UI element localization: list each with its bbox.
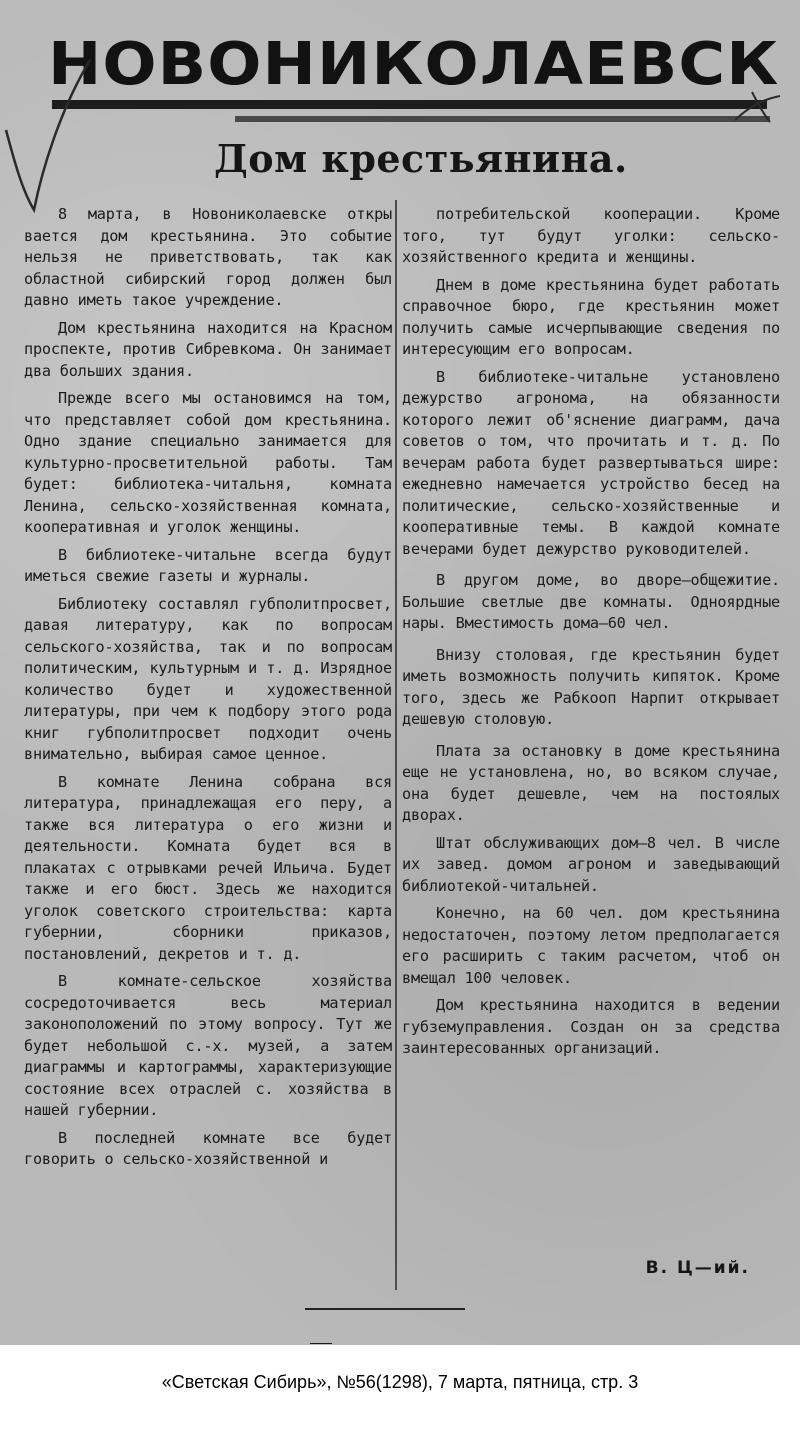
source-caption: «Светская Сибирь», №56(1298), 7 марта, пятница, стр. 3 bbox=[161, 1372, 639, 1392]
paragraph: потребительской кооперации. Кроме того, тут будут уголки: сельско-хозяйственного кредита и женщины. bbox=[402, 205, 780, 266]
paragraph: В последней комнате все будет говорить о сельско-хозяйственной и bbox=[24, 1128, 392, 1168]
next-article-fragment bbox=[160, 1322, 460, 1344]
left-column bbox=[24, 204, 392, 1177]
paragraph: В библиотеке-читальне всегда будут иметься свежие газеты и журналы. bbox=[24, 545, 392, 585]
paragraph: 8 марта, в Новониколаевске откры вается дом крестьянина. Это событие нельзя не приветствовать, так как областной сибирский город должен был давно иметь такое учреждение. bbox=[24, 205, 392, 309]
paragraph: Библиотеку составлял губполитпросвет, давая литературу, как по вопросам сельского-хозяйства, так и по вопросам политическим, культурным и т. д. Изрядное количество будет и художественной литературы, при чем к подбору этого рода книг губполитпросвет подходит очень внимательно, выбирая самое ценное. bbox=[24, 594, 392, 763]
paragraph: Штат обслуживающих дом—8 чел. В числе их завед. домом агроном и заведывающий библиотекой-читальней. bbox=[402, 833, 780, 895]
paragraph: Плата за остановку в доме крестьянина еще не установлена, но, во всяком случае, она будет дешевле, чем на постоялых дворах. bbox=[402, 741, 780, 824]
cut-off-heading-marks bbox=[160, 1335, 460, 1344]
paragraph: В комнате-сельское хозяйства сосредоточивается весь материал законоположений по этому вопросу. Тут же будет небольшой с.-х. музей, а затем диаграммы и картограммы, характеризующие состояние всех отраслей с. хозяйства в нашей губернии. bbox=[24, 972, 392, 1119]
author-signature: В. Ц—ий. bbox=[645, 1258, 750, 1278]
paragraph: Дом крестьянина находится на Красном проспекте, против Сибревкома. Он занимает два больших здания. bbox=[24, 318, 392, 380]
masthead-rule bbox=[52, 100, 767, 109]
paragraph: В комнате Ленина собрана вся литература, принадлежащая его перу, а также вся литература о его жизни и деятельности. Комната будет вся в плакатах с отрывками речей Ильича. Будет также и его бюст. Здесь же находится уголок советского строительства: карта губернии, сборники приказов, постановлений, декретов и т. д. bbox=[24, 772, 392, 963]
paragraph: Дом крестьянина находится в ведении губземуправления. Создан он за средства заинтересованных организаций. bbox=[402, 996, 780, 1057]
headline-rule bbox=[235, 116, 770, 122]
paragraph: Прежде всего мы остановимся на том, что представляет собой дом крестьянина. Одно здание специально занимается для культурно-просветительной работы. Там будет: библиотека-читальня, комната Ленина, сельско-хозяйственная комната, кооперативная и уголок женщины. bbox=[24, 389, 392, 536]
article-headline: Дом крестьянина. bbox=[214, 136, 628, 181]
paragraph: В другом доме, во дворе—общежитие. Большие светлые две комнаты. Одноярдные нары. Вместимость дома—60 чел. bbox=[402, 571, 780, 632]
right-column bbox=[402, 204, 780, 1066]
end-rule bbox=[305, 1308, 465, 1310]
column-divider bbox=[395, 200, 397, 1290]
paragraph: Днем в доме крестьянина будет работать справочное бюро, где крестьянин может получить самые исчерпывающие сведения по интересующим его вопросам. bbox=[402, 275, 780, 358]
paragraph: В библиотеке-читальне установлено дежурство агронома, на обязанности которого лежит об'яснение диаграмм, дача советов о том, что прочитать и т. д. По вечерам работа будет развертываться шире: ежедневно намечается устройство бесед на политические, сельско-хозяйственные и кооперативные темы. В каждой комнате вечерами будет дежурство руководителей. bbox=[402, 367, 780, 558]
paragraph: Конечно, на 60 чел. дом крестьянина недостаточен, поэтому летом предполагается его расширить с таким расчетом, чтоб он вмещал 100 человек. bbox=[402, 904, 780, 987]
paragraph: Внизу столовая, где крестьянин будет иметь возможность получить кипяток. Кроме того, здесь же Рабкооп Нарпит открывает дешевую столовую. bbox=[402, 645, 780, 728]
masthead: НОВОНИКОЛАЕВСК bbox=[48, 29, 780, 98]
